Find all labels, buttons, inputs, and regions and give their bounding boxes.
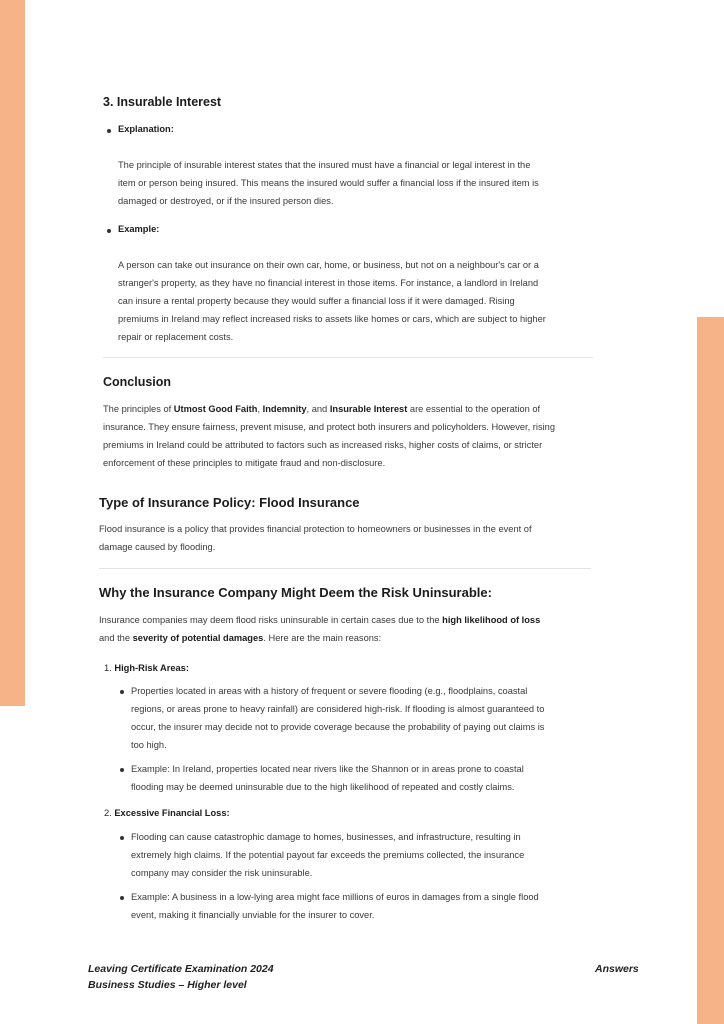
text-line: regions, or areas prone to heavy rainfall) are considered high-risk. If flooding is almost guaranteed to (131, 704, 545, 714)
right-accent-bar (697, 317, 724, 1024)
conclusion-text (103, 400, 555, 472)
text-line: Example: In Ireland, properties located near rivers like the Shannon or in areas prone to coastal (131, 764, 524, 774)
bullet (120, 768, 124, 772)
text-line: stranger's property, as they have no financial interest in those items. For instance, a landlord in Ireland (118, 278, 539, 288)
text-line: and the severity of potential damages. Here are the main reasons: (99, 633, 382, 643)
bullet (107, 229, 111, 233)
list-item-1-bullet-1 (131, 682, 544, 754)
bullet (120, 690, 124, 694)
list-item-2-bullet-2 (131, 888, 539, 924)
text-line: occur, the insurer may decide not to provide coverage because the probability of paying out claims is (131, 722, 545, 732)
text-line: premiums in Ireland could be attributed to factors such as increased risks, higher costs of claims, or stricter (103, 440, 543, 450)
uninsurable-intro (99, 611, 540, 647)
policy-text (99, 520, 532, 556)
text-line: Example: A business in a low-lying area might face millions of euros in damages from a single flood (131, 892, 539, 902)
insurable-interest-heading: 3. Insurable Interest (103, 95, 222, 109)
text-line: enforcement of these principles to mitigate fraud and non-disclosure. (103, 458, 386, 468)
uninsurable-heading: Why the Insurance Company Might Deem the Risk Uninsurable: (99, 585, 492, 600)
text-line: company may consider the risk uninsurable. (131, 868, 313, 878)
text-line: The principle of insurable interest states that the insured must have a financial or legal interest in the (118, 160, 531, 170)
left-accent-bar (0, 0, 25, 706)
text-line: too high. (131, 740, 167, 750)
divider (99, 568, 591, 569)
text-line: Flood insurance is a policy that provides financial protection to homeowners or businesses in the event of (99, 524, 532, 534)
explanation-label: Explanation: (118, 124, 174, 134)
bullet (120, 896, 124, 900)
example-label: Example: (118, 224, 160, 234)
divider (103, 357, 593, 358)
text-line: extremely high claims. If the potential payout far exceeds the premiums collected, the insurance (131, 850, 525, 860)
bullet (107, 129, 111, 133)
text-line: Properties located in areas with a history of frequent or severe flooding (e.g., floodplains, coastal (131, 686, 528, 696)
text-line: insurance. They ensure fairness, prevent misuse, and protect both insurers and policyholders. However, rising (103, 422, 555, 432)
text-line: Insurance companies may deem flood risks uninsurable in certain cases due to the high likelihood of loss (99, 615, 541, 625)
conclusion-heading: Conclusion (103, 375, 172, 389)
text-line: flooding may be deemed uninsurable due to the high likelihood of repeated and costly claims. (131, 782, 515, 792)
list-item-1-bullet-2 (131, 760, 524, 796)
footer-answers: Answers (595, 963, 639, 975)
text-line: premiums in Ireland may reflect increased risks to assets like homes or cars, which are subject to higher (118, 314, 546, 324)
text-line: Flooding can cause catastrophic damage to homes, businesses, and infrastructure, resulting in (131, 832, 521, 842)
policy-heading: Type of Insurance Policy: Flood Insurance (99, 495, 360, 510)
text-line: damaged or destroyed, or if the insured person dies. (118, 196, 334, 206)
text-line: repair or replacement costs. (118, 332, 234, 342)
text-line: damage caused by flooding. (99, 542, 216, 552)
text-line: item or person being insured. This means the insured would suffer a financial loss if the insured item is (118, 178, 539, 188)
explanation-text (118, 156, 539, 210)
text-line: can insure a rental property because they would suffer a financial loss if it were damaged. Rising (118, 296, 515, 306)
footer-subject: Business Studies – Higher level (88, 979, 247, 991)
text-line: A person can take out insurance on their own car, home, or business, but not on a neighbour's car or a (118, 260, 539, 270)
text-line: event, making it financially unviable for the insurer to cover. (131, 910, 375, 920)
list-item-2-bullet-1 (131, 828, 524, 882)
footer-exam-title: Leaving Certificate Examination 2024 (88, 963, 274, 975)
text-line: The principles of Utmost Good Faith, Indemnity, and Insurable Interest are essential to the operation of (103, 404, 541, 414)
example-text (118, 256, 546, 346)
list-item-1-heading: 1. High-Risk Areas: (104, 663, 189, 673)
bullet (120, 836, 124, 840)
list-item-2-heading: 2. Excessive Financial Loss: (104, 808, 230, 818)
